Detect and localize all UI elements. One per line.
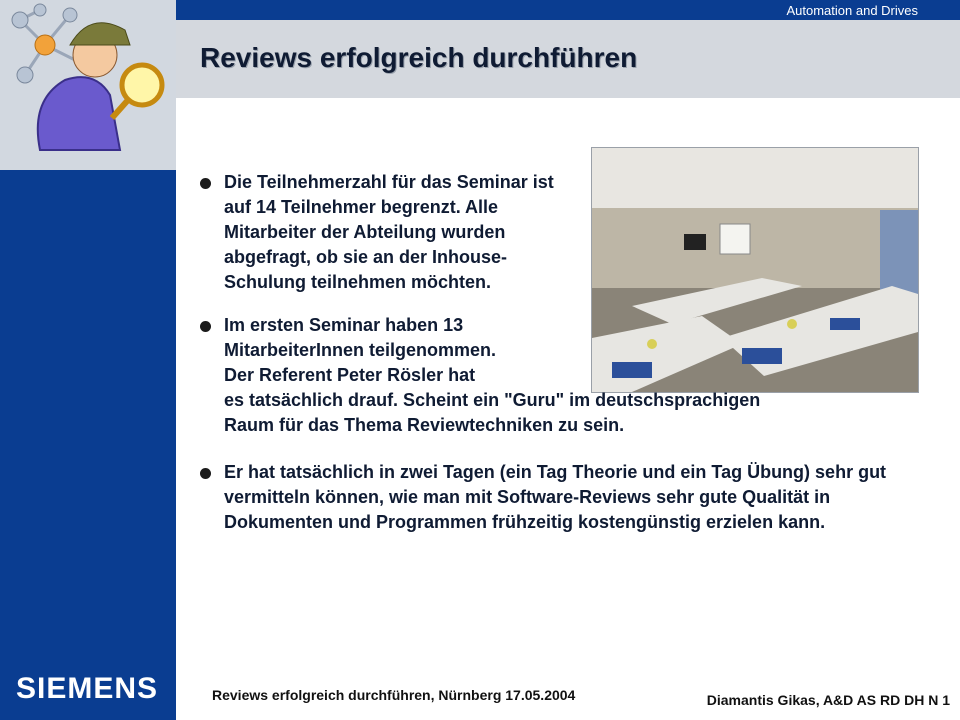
division-label: Automation and Drives: [786, 3, 918, 18]
bullet-line: Raum für das Thema Reviewtechniken zu sein.: [224, 415, 625, 435]
bullet-item-1: [200, 170, 554, 295]
bullet-line: MitarbeiterInnen teilgenommen.: [224, 340, 497, 360]
bullet-dot-icon: [200, 468, 211, 479]
footer-right-text: Diamantis Gikas, A&D AS RD DH N 1: [706, 692, 950, 708]
siemens-logo: SIEMENS: [16, 672, 159, 705]
page-title: Reviews erfolgreich durchführen: [200, 42, 638, 73]
footer-left-text: Reviews erfolgreich durchführen, Nürnberg 17.05.2004: [212, 687, 576, 703]
bullet-dot-icon: [200, 321, 211, 332]
bullet-line: es tatsächlich drauf. Scheint ein "Guru" im deutschsprachigen: [224, 390, 761, 410]
top-bar: [176, 0, 960, 20]
bullet-text-1: Die Teilnehmerzahl für das Seminar ist auf 14 Teilnehmer begrenzt. Alle Mitarbeiter der Abteilung wurden abgefragt, ob sie an der Inhouse-Schulung teilnehmen möchten.: [224, 172, 554, 292]
bullet-list: [200, 170, 920, 535]
bullet-dot-icon: [200, 178, 211, 189]
sidebar-band: [0, 170, 176, 720]
detective-molecule-icon: [0, 0, 176, 170]
bullet-line: Der Referent Peter Rösler hat: [224, 365, 476, 385]
bullet-item-3: [200, 460, 924, 535]
bullet-text-3: Er hat tatsächlich in zwei Tagen (ein Tag Theorie und ein Tag Übung) sehr gut vermitteln können, wie man mit Software-Reviews sehr gute Qualität in Dokumenten und Programmen frühzeitig kostengünstig erzielen kann.: [224, 462, 887, 532]
title-bar: [176, 20, 960, 98]
bullet-line: Im ersten Seminar haben 13: [224, 315, 464, 335]
bullet-item-2: [200, 313, 920, 438]
